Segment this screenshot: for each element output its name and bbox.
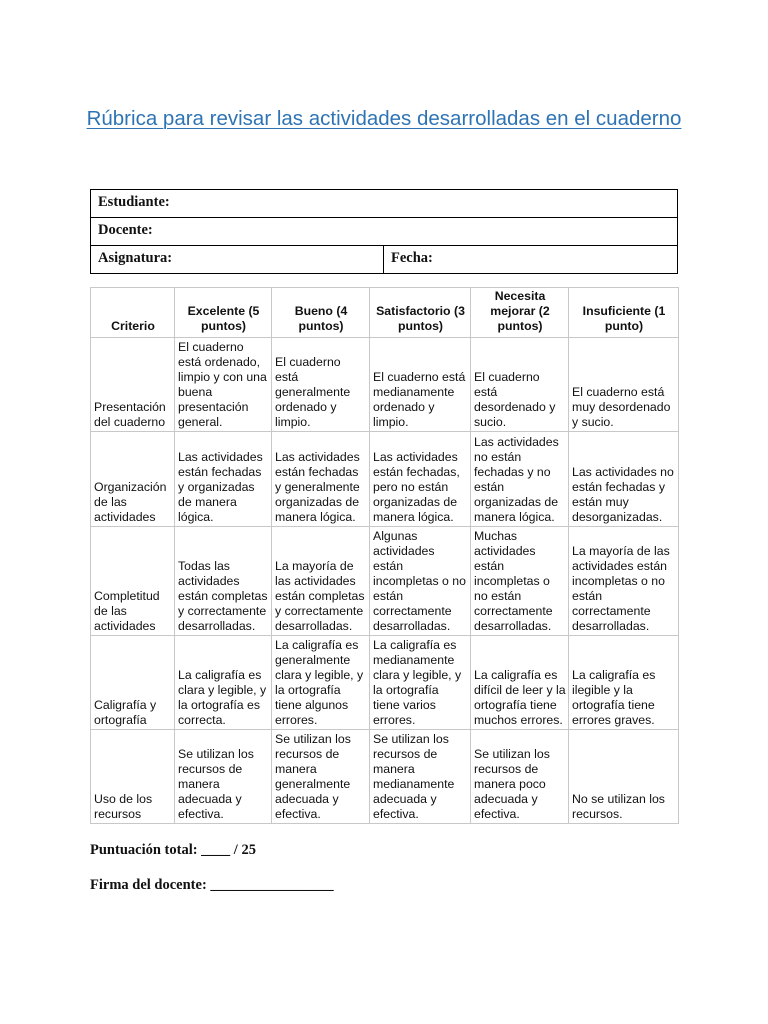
table-cell: Las actividades no están fechadas y están muy desorganizadas. (569, 432, 679, 527)
table-cell: Las actividades están fechadas, pero no están organizadas de manera lógica. (370, 432, 471, 527)
document-title: Rúbrica para revisar las actividades desarrolladas en el cuaderno (86, 107, 682, 130)
header-cell: Necesita mejorar (2 puntos) (471, 288, 569, 338)
table-cell: El cuaderno está muy desordenado y sucio. (569, 338, 679, 432)
student-info-table (90, 189, 678, 274)
criterion-cell: Presentación del cuaderno (91, 338, 175, 432)
table-cell: Se utilizan los recursos de manera adecuada y efectiva. (175, 730, 272, 824)
header-cell: Criterio (91, 288, 175, 338)
table-cell: Las actividades están fechadas y generalmente organizadas de manera lógica. (272, 432, 370, 527)
table-row (91, 338, 679, 432)
table-cell: Muchas actividades están incompletas o no están correctamente desarrolladas. (471, 527, 569, 636)
table-cell: La caligrafía es generalmente clara y legible, y la ortografía tiene algunos errores. (272, 636, 370, 730)
table-row (91, 527, 679, 636)
student-field[interactable]: Estudiante: (91, 190, 678, 218)
criterion-cell: Uso de los recursos (91, 730, 175, 824)
rubric-table (90, 287, 679, 824)
table-cell: La mayoría de las actividades están completas y correctamente desarrolladas. (272, 527, 370, 636)
criterion-cell: Caligrafía y ortografía (91, 636, 175, 730)
table-row (91, 730, 679, 824)
table-cell: El cuaderno está generalmente ordenado y limpio. (272, 338, 370, 432)
header-cell: Excelente (5 puntos) (175, 288, 272, 338)
table-cell: El cuaderno está ordenado, limpio y con una buena presentación general. (175, 338, 272, 432)
total-score-line: Puntuación total: ____ / 25 (90, 842, 256, 858)
date-field[interactable]: Fecha: (384, 246, 678, 274)
table-cell: El cuaderno está desordenado y sucio. (471, 338, 569, 432)
table-cell: Algunas actividades están incompletas o no están correctamente desarrolladas. (370, 527, 471, 636)
table-cell: La caligrafía es ilegible y la ortografía tiene errores graves. (569, 636, 679, 730)
table-cell: La caligrafía es difícil de leer y la ortografía tiene muchos errores. (471, 636, 569, 730)
criterion-cell: Completitud de las actividades (91, 527, 175, 636)
table-cell: Las actividades no están fechadas y no están organizadas de manera lógica. (471, 432, 569, 527)
table-cell: Se utilizan los recursos de manera generalmente adecuada y efectiva. (272, 730, 370, 824)
teacher-signature-line: Firma del docente: _________________ (90, 877, 334, 893)
table-cell: Se utilizan los recursos de manera medianamente adecuada y efectiva. (370, 730, 471, 824)
table-cell: La caligrafía es medianamente clara y legible, y la ortografía tiene varios errores. (370, 636, 471, 730)
table-cell: La caligrafía es clara y legible, y la ortografía es correcta. (175, 636, 272, 730)
header-cell: Insuficiente (1 punto) (569, 288, 679, 338)
subject-field[interactable]: Asignatura: (91, 246, 384, 274)
table-cell: El cuaderno está medianamente ordenado y limpio. (370, 338, 471, 432)
table-cell: No se utilizan los recursos. (569, 730, 679, 824)
header-cell: Bueno (4 puntos) (272, 288, 370, 338)
rubric-header-row (91, 288, 679, 338)
table-cell: Se utilizan los recursos de manera poco adecuada y efectiva. (471, 730, 569, 824)
table-row (91, 636, 679, 730)
table-row (91, 432, 679, 527)
table-cell: Las actividades están fechadas y organizadas de manera lógica. (175, 432, 272, 527)
header-cell: Satisfactorio (3 puntos) (370, 288, 471, 338)
table-cell: Todas las actividades están completas y correctamente desarrolladas. (175, 527, 272, 636)
criterion-cell: Organización de las actividades (91, 432, 175, 527)
table-cell: La mayoría de las actividades están incompletas o no están correctamente desarrolladas. (569, 527, 679, 636)
teacher-field[interactable]: Docente: (91, 218, 678, 246)
